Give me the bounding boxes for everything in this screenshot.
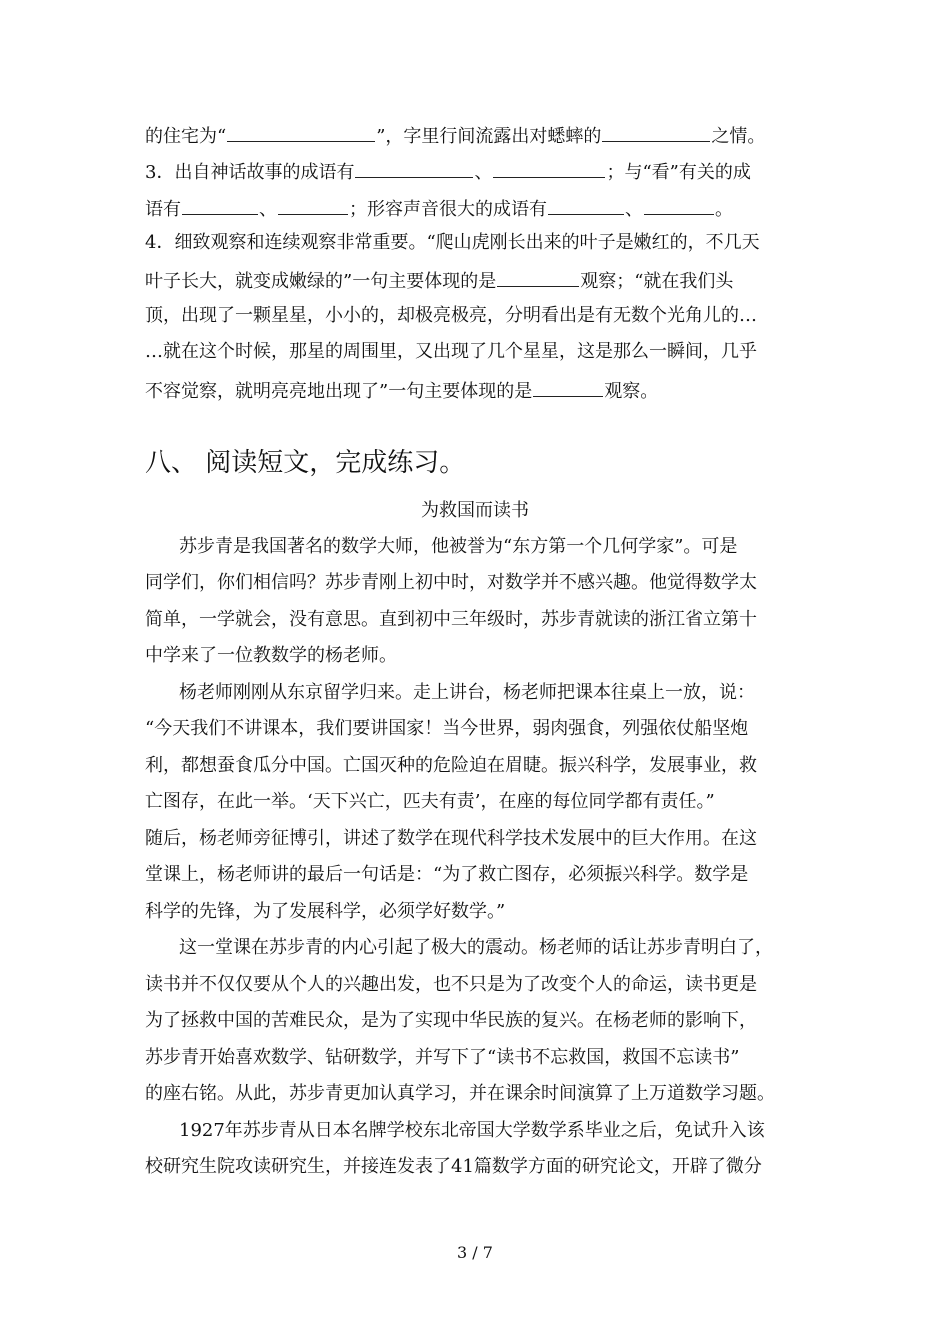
text-segment: ；与“看”有关的成 (606, 162, 751, 183)
answer-blank[interactable] (533, 378, 603, 397)
article-line: 苏步青开始喜欢数学、钻研数学，并写下了“读书不忘救国，救国不忘读书” (145, 1047, 740, 1068)
question-4-line-3: 顶，出现了一颗星星，小小的，却极亮极亮，分明看出是有无数个光角儿的… (145, 305, 757, 326)
article-line: 杨老师刚刚从东京留学归来。走上讲台，杨老师把课本往桌上一放，说： (179, 682, 755, 703)
text-segment: 观察。 (604, 381, 659, 402)
text-segment: 语有 (145, 199, 181, 220)
article-title: 为救国而读书 (421, 500, 529, 521)
question-3-line-2 (145, 196, 733, 221)
text-segment: 、 (474, 162, 493, 183)
article-line: 为了拯救中国的苦难民众，是为了实现中华民族的复兴。在杨老师的影响下， (145, 1010, 757, 1031)
text-segment: 叶子长大，就变成嫩绿的”一句主要体现的是 (145, 271, 497, 292)
article-line: 利，都想蚕食瓜分中国。亡国灭种的危险迫在眉睫。振兴科学，发展事业，救 (145, 755, 757, 776)
answer-blank[interactable] (497, 268, 579, 287)
answer-blank[interactable] (602, 123, 710, 142)
question-4-line-1: 4．细致观察和连续观察非常重要。“爬山虎刚长出来的叶子是嫩红的，不几天 (145, 232, 760, 253)
answer-blank[interactable] (278, 196, 348, 215)
question-4-line-5 (145, 378, 658, 403)
answer-blank[interactable] (493, 159, 605, 178)
article-line: 的座右铭。从此，苏步青更加认真学习，并在课余时间演算了上万道数学习题。 (145, 1083, 775, 1104)
question-4-line-4: …就在这个时候，那星的周围里，又出现了几个星星，这是那么一瞬间，几乎 (145, 341, 757, 362)
article-line: 简单，一学就会，没有意思。直到初中三年级时，苏步青就读的浙江省立第十 (145, 609, 757, 630)
text-segment: 的住宅为“ (145, 126, 227, 147)
article-line: 科学的先锋，为了发展科学，必须学好数学。” (145, 901, 506, 922)
question-4-line-2 (145, 268, 733, 293)
article-line: 同学们，你们相信吗？苏步青刚上初中时，对数学并不感兴趣。他觉得数学太 (145, 572, 757, 593)
article-line: 堂课上，杨老师讲的最后一句话是：“为了救亡图存，必须振兴科学。数学是 (145, 864, 749, 885)
answer-blank[interactable] (355, 159, 473, 178)
answer-blank[interactable] (182, 196, 258, 215)
article-line: “今天我们不讲课本，我们要讲国家！当今世界，弱肉强食，列强依仗船坚炮 (145, 718, 749, 739)
article-line: 苏步青是我国著名的数学大师，他被誉为“东方第一个几何学家”。可是 (179, 536, 738, 557)
article-line: 中学来了一位教数学的杨老师。 (145, 645, 397, 666)
text-segment: 不容觉察，就明亮亮地出现了”一句主要体现的是 (145, 381, 533, 402)
article-line: 校研究生院攻读研究生，并接连发表了41篇数学方面的研究论文，开辟了微分 (145, 1156, 762, 1177)
article-line: 1927年苏步青从日本名牌学校东北帝国大学数学系毕业之后，免试升入该 (179, 1120, 765, 1141)
article-line: 读书并不仅仅要从个人的兴趣出发，也不只是为了改变个人的命运，读书更是 (145, 974, 757, 995)
article-line: 这一堂课在苏步青的内心引起了极大的震动。杨老师的话让苏步青明白了， (179, 937, 773, 958)
article-line: 随后，杨老师旁征博引，讲述了数学在现代科学技术发展中的巨大作用。在这 (145, 828, 757, 849)
section-heading: 八、 阅读短文，完成练习。 (145, 448, 466, 478)
text-segment: 。 (715, 199, 733, 220)
question-2-continuation (145, 123, 765, 148)
text-segment: ；形容声音很大的成语有 (349, 199, 547, 220)
answer-blank[interactable] (548, 196, 624, 215)
text-segment: ”，字里行间流露出对蟋蟀的 (376, 126, 602, 147)
text-segment: 之情。 (711, 126, 766, 147)
answer-blank[interactable] (644, 196, 714, 215)
text-segment: 、 (625, 199, 643, 220)
article-line: 亡图存，在此一举。‘天下兴亡，匹夫有责’，在座的每位同学都有责任。” (145, 791, 715, 812)
text-segment: 3．出自神话故事的成语有 (145, 162, 355, 183)
text-segment: 、 (259, 199, 277, 220)
page-number: 3 / 7 (457, 1243, 493, 1262)
text-segment: 观察；“就在我们头 (580, 271, 734, 292)
answer-blank[interactable] (227, 123, 375, 142)
question-3-line-1 (145, 159, 751, 184)
